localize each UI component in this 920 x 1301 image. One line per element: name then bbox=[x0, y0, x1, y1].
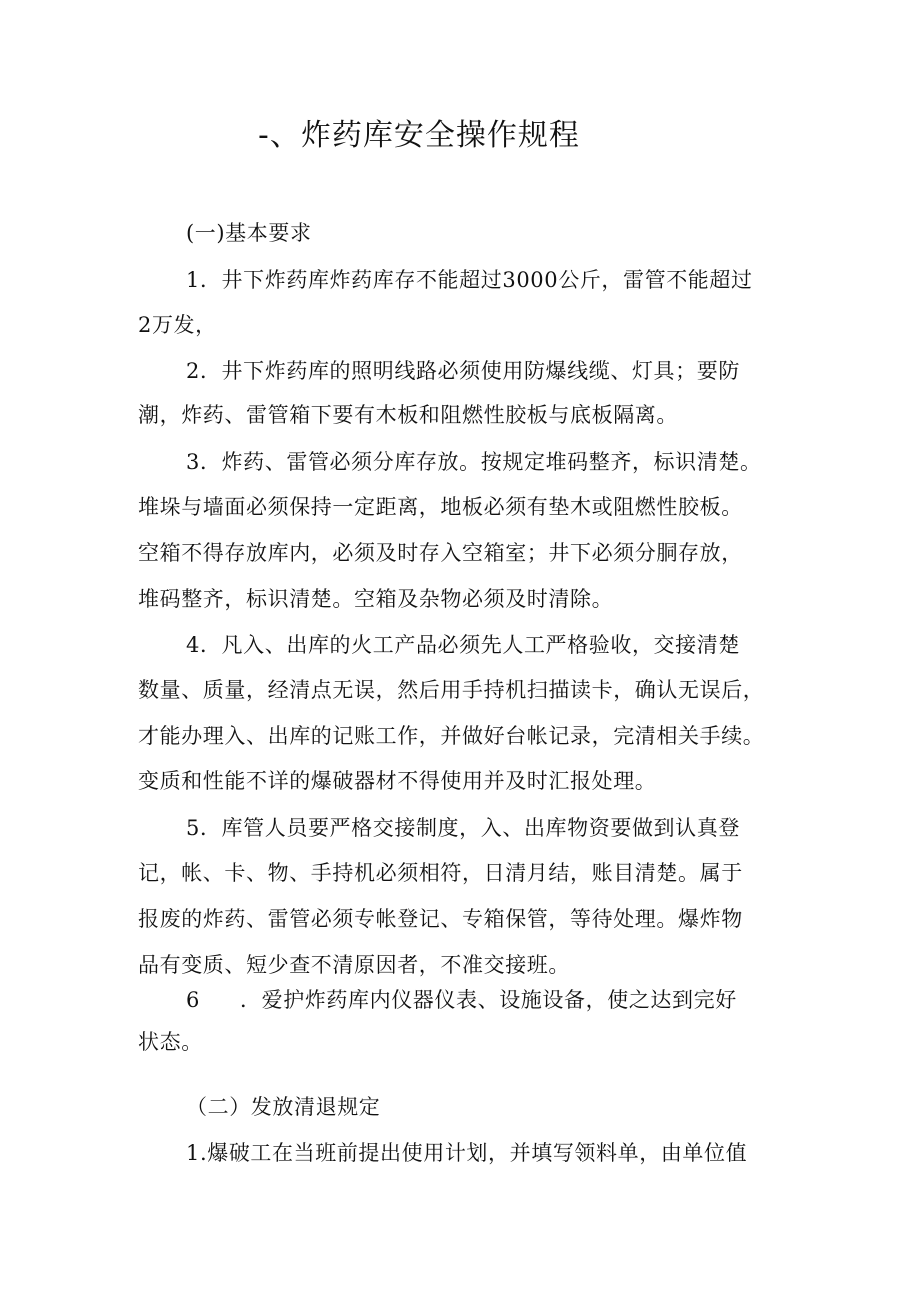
item-1-line-2: 2万发， bbox=[138, 313, 217, 337]
section-2-item-1-line-1: 1.爆破工在当班前提出使用计划，并填写领料单，由单位值 bbox=[186, 1141, 748, 1165]
item-4-line-2: 数量、质量，经清点无误，然后用手持机扫描读卡，确认无误后， bbox=[138, 678, 765, 702]
item-3-line-2: 堆垛与墙面必须保持一定距离，地板必须有垫木或阻燃性胶板。 bbox=[138, 495, 743, 519]
item-6-line-2: 状态。 bbox=[138, 1030, 203, 1054]
item-4-line-1: 4．凡入、出库的火工产品必须先人工严格验收，交接清楚 bbox=[186, 633, 740, 657]
page-title: -、炸药库安全操作规程 bbox=[258, 118, 580, 153]
item-2-line-1: 2．井下炸药库的照明线路必须使用防爆线缆、灯具；要防 bbox=[186, 359, 740, 383]
item-6-number: 6 bbox=[186, 988, 200, 1012]
item-3-line-1: 3．炸药、雷管必须分库存放。按规定堆码整齐，标识清楚。 bbox=[186, 450, 762, 474]
item-5-line-1: 5．库管人员要严格交接制度，入、出库物资要做到认真登 bbox=[186, 816, 740, 840]
item-5-line-4: 品有变质、短少查不清原因者，不准交接班。 bbox=[138, 953, 570, 977]
item-3-line-3: 空箱不得存放库内，必须及时存入空箱室；井下必须分胴存放， bbox=[138, 541, 743, 565]
item-3-line-4: 堆码整齐，标识清楚。空箱及杂物必须及时清除。 bbox=[138, 587, 614, 611]
section-1-heading: (一)基本要求 bbox=[186, 221, 312, 245]
section-2-heading: （二）发放清退规定 bbox=[186, 1095, 381, 1119]
item-6-line-1: ．爱护炸药库内仪器仪表、设施设备，使之达到完好 bbox=[240, 988, 737, 1012]
item-5-line-2: 记，帐、卡、物、手持机必须相符，日清月结，账目清楚。属于 bbox=[138, 861, 743, 885]
item-4-line-4: 变质和性能不详的爆破器材不得使用并及时汇报处理。 bbox=[138, 769, 657, 793]
item-2-line-2: 潮，炸药、雷管箱下要有木板和阻燃性胶板与底板隔离。 bbox=[138, 403, 678, 427]
item-5-line-3: 报废的炸药、雷管必须专帐登记、专箱保管，等待处理。爆炸物 bbox=[138, 907, 743, 931]
item-1-line-1: 1．井下炸药库炸药库存不能超过3000公斤，雷管不能超过 bbox=[186, 268, 753, 292]
item-4-line-3: 才能办理入、出库的记账工作，并做好台帐记录，完清相关手续。 bbox=[138, 724, 765, 748]
